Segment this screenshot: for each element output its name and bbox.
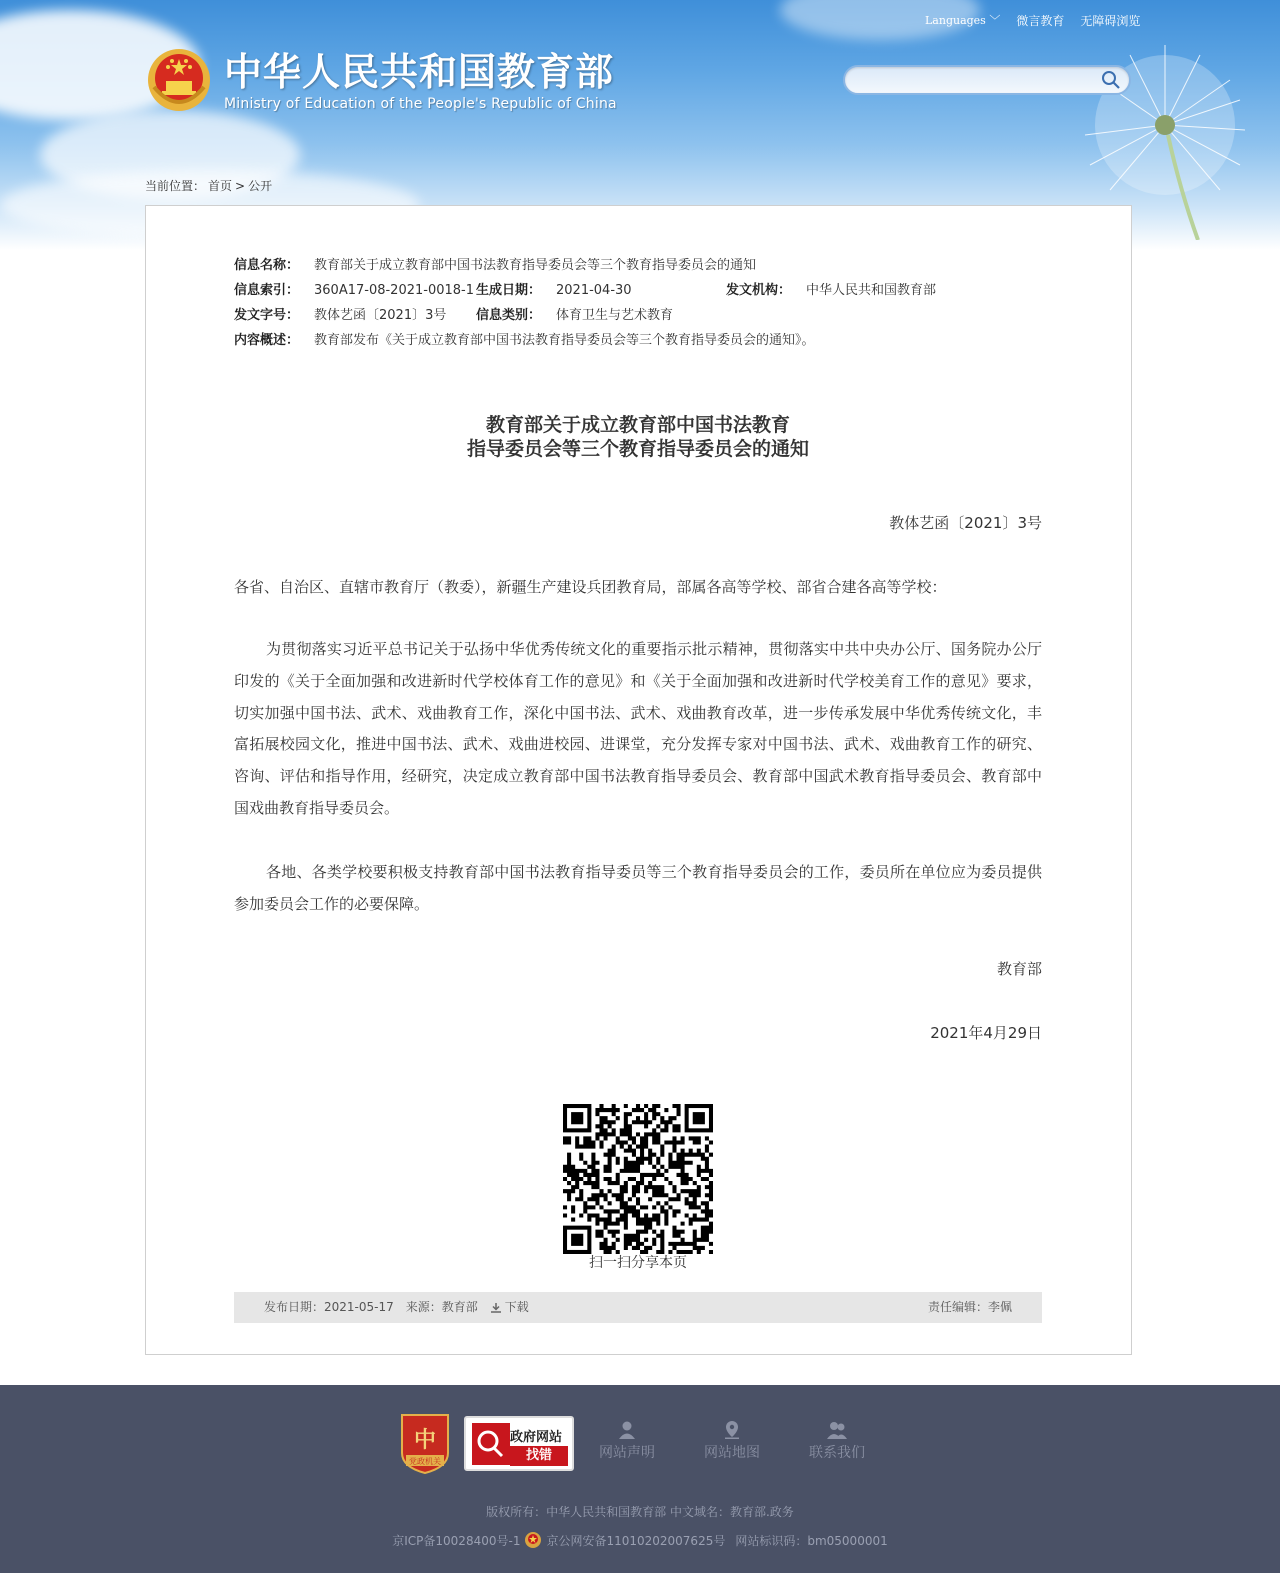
- footer-link-statement[interactable]: [592, 1420, 662, 1462]
- badge-text: 党政机关: [409, 1457, 441, 1466]
- languages-label: Languages: [925, 14, 986, 27]
- article-paragraph-2: 各地、各类学校要积极支持教育部中国书法教育指导委员等三个教育指导委员会的工作，委员所在单位应为委员提供参加委员会工作的必要保障。: [234, 863, 1042, 913]
- qr-caption: 扫一扫分享本页: [589, 1255, 687, 1271]
- search-box: [843, 65, 1131, 95]
- chevron-right-icon: >: [235, 179, 246, 193]
- signer: 教育部: [996, 960, 1042, 978]
- download-label: 下载: [504, 1300, 529, 1314]
- party-government-badge-icon[interactable]: [398, 1411, 452, 1475]
- meta-name-value: 教育部关于成立教育部中国书法教育指导委员会等三个教育指导委员会的通知: [314, 258, 757, 273]
- meta-summary-label: 内容概述：: [234, 333, 300, 348]
- search-input[interactable]: [857, 67, 1097, 93]
- meta-index-label: 信息索引：: [234, 283, 300, 298]
- svg-text:中: 中: [413, 1427, 437, 1453]
- publish-date: 发布日期：2021-05-17: [264, 1300, 394, 1314]
- national-emblem-icon: [146, 47, 212, 113]
- footer-link-label: 联系我们: [809, 1445, 865, 1461]
- contacts-icon: [826, 1420, 848, 1440]
- footer-link-label: 网站声明: [599, 1445, 655, 1461]
- meta-docno-label: 发文字号：: [234, 308, 300, 323]
- meta-index-value: 360A17-08-2021-0018-1: [314, 283, 474, 298]
- meta-category-label: 信息类别：: [476, 308, 542, 323]
- doc-number: 教体艺函〔2021〕3号: [889, 514, 1042, 532]
- qr-code-icon: [563, 1104, 713, 1254]
- icp-number[interactable]: 京ICP备10028400号-1: [392, 1533, 521, 1548]
- breadcrumb-current[interactable]: 公开: [248, 179, 273, 193]
- site-logo[interactable]: [146, 47, 617, 113]
- article-info-bar: [234, 1292, 1042, 1323]
- find-error-link[interactable]: [464, 1416, 574, 1471]
- addressee: 各省、自治区、直辖市教育厅（教委），新疆生产建设兵团教育局，部属各高等学校、部省合建各高等学校：: [234, 578, 947, 596]
- info-meta-table: [234, 257, 936, 357]
- article-title-line2: 指导委员会等三个教育指导委员会的通知: [466, 438, 809, 460]
- footer-icp: [0, 1531, 1280, 1549]
- editor: 责任编辑：李佩: [927, 1300, 1012, 1314]
- download-button[interactable]: [490, 1292, 529, 1323]
- meta-date-value: 2021-04-30: [556, 283, 632, 298]
- article-title: [234, 413, 1042, 461]
- top-nav: [925, 12, 1140, 29]
- police-record[interactable]: 京公网安备11010202007625号: [546, 1533, 726, 1548]
- languages-dropdown[interactable]: [925, 12, 1000, 29]
- meta-summary-value: 教育部发布《关于成立教育部中国书法教育指导委员会等三个教育指导委员会的通知》。: [314, 333, 815, 348]
- magnifier-icon: [470, 1421, 512, 1467]
- weiyan-link[interactable]: 微言教育: [1016, 14, 1065, 28]
- user-icon: [617, 1420, 637, 1440]
- map-pin-icon: [722, 1420, 742, 1440]
- signing-date: 2021年4月29日: [930, 1024, 1042, 1042]
- meta-name-label: 信息名称：: [234, 258, 300, 273]
- breadcrumb-home[interactable]: 首页: [208, 179, 233, 193]
- footer-link-sitemap[interactable]: [697, 1420, 767, 1462]
- site-name-cn: 中华人民共和国教育部: [224, 50, 615, 94]
- meta-date-label: 生成日期：: [476, 283, 542, 298]
- footer-copyright: 版权所有：中华人民共和国教育部 中文域名：教育部.政务: [486, 1505, 794, 1519]
- breadcrumb-prefix: 当前位置：: [145, 179, 206, 193]
- source: 来源：教育部: [405, 1300, 478, 1314]
- chevron-down-icon: ﹀: [989, 14, 1001, 27]
- article-paragraph-1: 为贯彻落实习近平总书记关于弘扬中华优秀传统文化的重要指示批示精神，贯彻落实中共中央办公厅、国务院办公厅印发的《关于全面加强和改进新时代学校体育工作的意见》和《关于全面加强和改进新时代学校美育工作的意见》要求，切实加强中国书法、武术、戏曲教育工作，深化中国书法、武术、戏曲教育改革，进一步传承发展中华优秀传统文化，丰富拓展校园文化，推进中国书法、武术、戏曲进校园、进课堂，充分发挥专家对中国书法、武术、戏曲教育工作的研究、咨询、评估和指导作用，经研究，决定成立教育部中国书法教育指导委员会、教育部中国武术教育指导委员会、教育部中国戏曲教育指导委员会。: [234, 640, 1042, 817]
- meta-issuer-value: 中华人民共和国教育部: [806, 283, 937, 298]
- accessibility-link[interactable]: 无障碍浏览: [1080, 14, 1141, 28]
- footer-link-contact[interactable]: [802, 1420, 872, 1462]
- footer-link-label: 网站地图: [704, 1445, 760, 1461]
- site-name-en: Ministry of Education of the People's Republic of China: [224, 96, 617, 112]
- search-icon[interactable]: [1101, 70, 1121, 90]
- download-icon: [490, 1302, 502, 1314]
- breadcrumb: [145, 177, 275, 194]
- meta-category-value: 体育卫生与艺术教育: [556, 308, 674, 323]
- findbug-line1: 政府网站: [510, 1430, 563, 1445]
- article-title-line1: 教育部关于成立教育部中国书法教育: [485, 414, 790, 436]
- findbug-line2: 找错: [510, 1446, 568, 1466]
- site-id: 网站标识码：bm05000001: [735, 1533, 888, 1548]
- meta-issuer-label: 发文机构：: [726, 283, 792, 298]
- police-badge-icon: [524, 1531, 542, 1549]
- meta-docno-value: 教体艺函〔2021〕3号: [314, 308, 447, 323]
